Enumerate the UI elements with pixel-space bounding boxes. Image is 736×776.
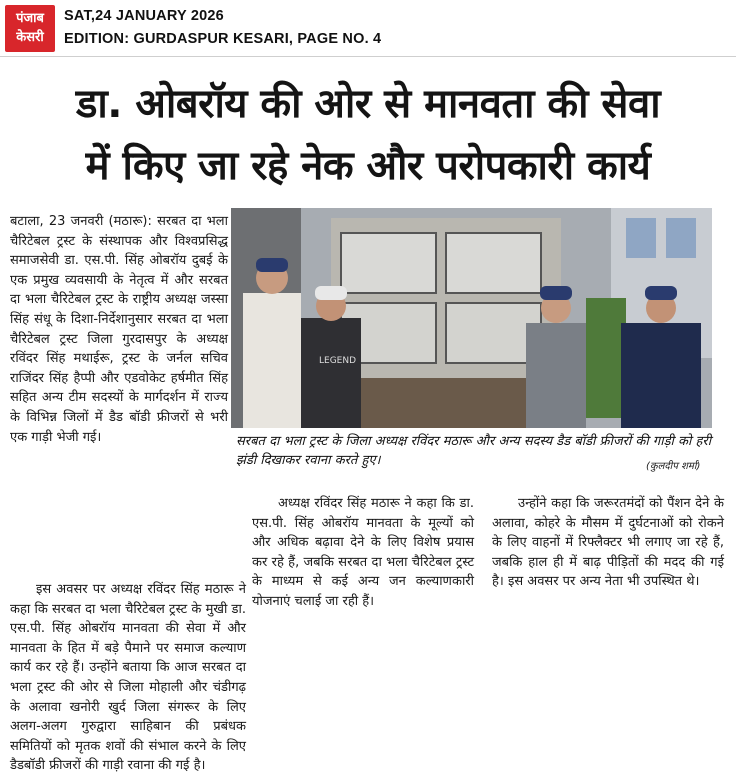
edition-date: SAT,24 JANUARY 2026 — [64, 8, 224, 24]
article-paragraph-1: बटाला, 23 जनवरी (मठारू): सरबत दा भला चैरिटेबल ट्रस्ट के संस्थापक और विश्वप्रसिद्ध समाजसेवी डा. एस.पी. सिंह ओबरॉय दुबई के एक प्रमुख व्यवसायी के नेतृत्व में और सरबत दा भला चैरिटेबल ट्रस्ट के राष्ट्रीय अध्यक्ष जस्सा सिंह संधू के दिशा-निर्देशानुसार सरबत दा भला चैरिटेबल ट्रस्ट जिला गुरदासपुर के अध्यक्ष रविंदर सिंह मथाईरू, ट्रस्ट के जर्नल सचिव राजिंदर सिंह हैप्पी और एडवोकेट हर्षमीत सिंह सहित अन्य टीम सदस्यों के मार्गदर्शन में राज्य के विभिन्न जिलों में डैड बॉडी फ्रीजरों से भरी एक गाड़ी भेजी गई। — [10, 214, 228, 445]
newspaper-header — [0, 0, 736, 57]
headline-line-2: में किए जा रहे नेक और परोपकारी कार्य — [85, 143, 651, 189]
photo-caption: सरबत दा भला ट्रस्ट के जिला अध्यक्ष रविंदर मठारू और अन्य सदस्य डैड बॉडी फ्रीजरों की गाड़ी को हरी झंडी दिखाकर रवाना करते हुए। — [236, 434, 712, 468]
article-photo — [231, 208, 712, 428]
photo-credit: (कुलदीप शर्मा) — [646, 461, 701, 472]
article-paragraph-2: इस अवसर पर अध्यक्ष रविंदर सिंह मठारू ने कहा कि सरबत दा भला चैरिटेबल ट्रस्ट के मुखी डा. एस.पी. सिंह ओबरॉय मानवता की सेवा में और मानवता के हित में बड़े पैमाने पर समाज कल्याण कार्य कर रहे हैं। उन्होंने बताया कि आज सरबत दा भला ट्रस्ट की ओर से जिला मोहाली और चंडीगढ़ के अलावा खनोरी खुर्द जिला संगरूर के लिए अलग-अलग गुरुद्वारा साहिबान की प्रबंधक समितियों को मृतक शवों की संभाल करने के लिए डैडबॉडी फ्रीजरों की गाड़ी रवाना की गई है। — [10, 582, 246, 774]
article-column-3 — [492, 494, 724, 724]
article-column-2 — [252, 494, 474, 724]
photo-illustration — [231, 208, 712, 428]
headline-line-1: डा. ओबरॉय की ओर से मानवता की सेवा — [75, 81, 661, 127]
logo-line-1: पंजाब — [16, 11, 44, 26]
punjab-kesari-logo — [5, 5, 55, 52]
article-paragraph-4: उन्होंने कहा कि जरूरतमंदों को पैंशन देने के अलावा, कोहरे के मौसम में दुर्घटनाओं को रोकने के लिए वाहनों में रिफ्लैक्टर भी लगाए जा रहे हैं, जबकि हाल ही में बाढ़ पीड़ितों की मदद की गई है। इस अवसर पर अन्य नेता भी उपस्थित थे। — [492, 496, 724, 590]
logo-line-2: केसरी — [16, 30, 44, 45]
shirt-text: LEGEND — [319, 356, 357, 366]
article-column-1 — [10, 212, 228, 447]
article-column-1-bottom — [10, 580, 246, 774]
article-paragraph-3: अध्यक्ष रविंदर सिंह मठारू ने कहा कि डा. एस.पी. सिंह ओबरॉय मानवता के मूल्यों को और अधिक बढ़ावा देने के लिए विशेष प्रयास कर रहे हैं, जबकि सरबत दा भला चैरिटेबल ट्रस्ट के माध्यम से कई अन्य जन कल्याणकारी योजनाएं चलाई जा रही हैं। — [252, 496, 474, 609]
edition-info: EDITION: GURDASPUR KESARI, PAGE NO. 4 — [64, 31, 382, 47]
